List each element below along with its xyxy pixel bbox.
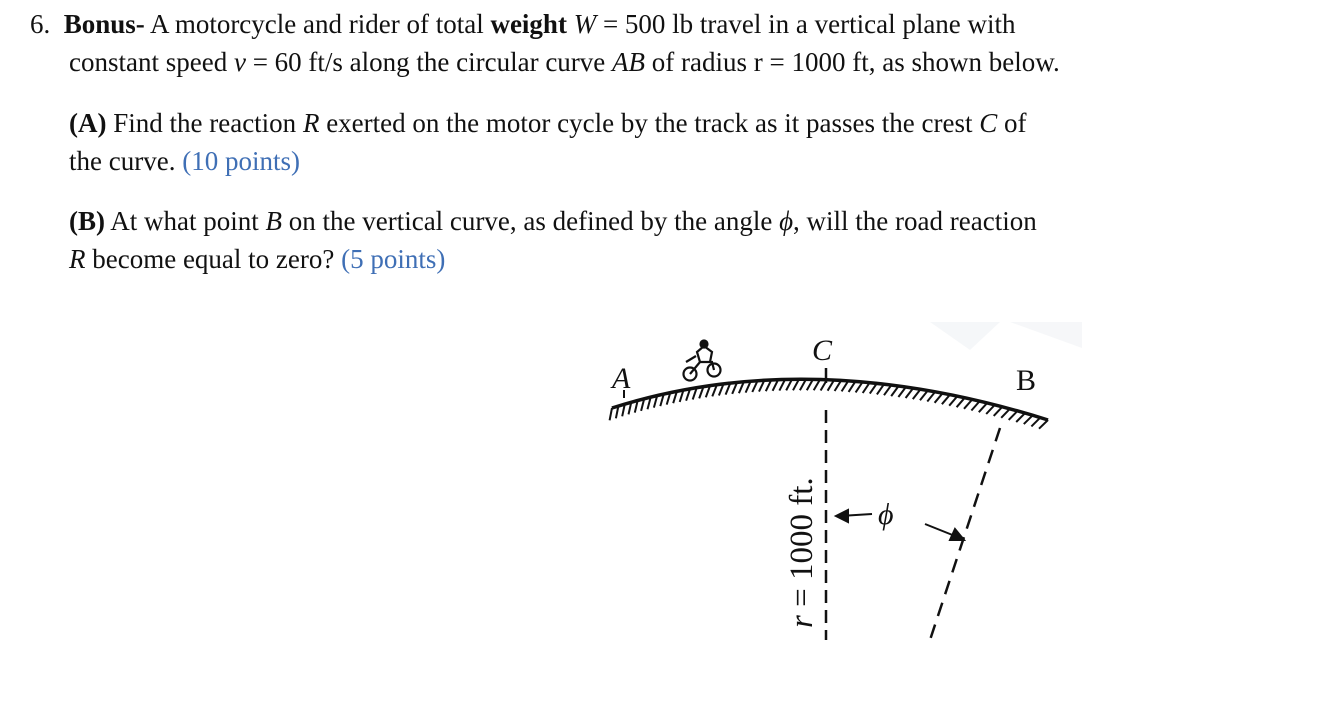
part-b-line-1: (B) At what point B on the vertical curve, as defined by the angle ϕ, will the road reaction: [69, 206, 1037, 236]
problem-text: constant speed: [69, 47, 234, 77]
hatch-mark: [884, 385, 891, 395]
hatch-mark: [986, 405, 995, 414]
hatch-mark: [870, 383, 877, 393]
hatch-mark: [964, 399, 972, 408]
hatch-mark: [994, 407, 1003, 416]
hatch-mark: [835, 380, 842, 391]
hatch-mark: [913, 389, 921, 399]
label-c: C: [812, 334, 833, 367]
bonus-label: Bonus-: [63, 9, 145, 39]
curve-symbol: AB: [612, 47, 646, 77]
speed-symbol: v: [233, 47, 246, 77]
hatch-mark: [877, 384, 884, 394]
hatch-mark: [1039, 420, 1048, 429]
hatch-mark: [927, 392, 935, 402]
problem-text: of radius r = 1000 ft, as shown below.: [645, 47, 1060, 77]
hatch-mark: [957, 398, 965, 408]
motorcycle-icon: [684, 341, 721, 381]
part-a-line-1: (A) Find the reaction R exerted on the motor cycle by the track as it passes the crest C of: [69, 108, 1027, 138]
hatch-mark: [891, 386, 898, 396]
part-b-line-2: R become equal to zero? (5 points): [69, 244, 446, 274]
problem-text: A motorcycle and rider of total: [144, 9, 491, 39]
part-b-points: (5 points): [341, 244, 446, 274]
hatch-mark: [898, 387, 906, 397]
hatch-mark: [1001, 409, 1010, 418]
hatch-mark: [979, 403, 987, 412]
radius-label: r = 1000 ft.: [784, 477, 820, 628]
hatch-mark: [1024, 415, 1033, 424]
phi-symbol: ϕ: [779, 206, 794, 236]
hatch-mark: [610, 408, 612, 420]
hatch-mark: [856, 382, 863, 392]
part-a-label: (A): [69, 108, 107, 138]
weight-word: weight: [490, 9, 567, 39]
hatch-mark: [942, 395, 950, 405]
problem-number: 6.: [30, 9, 51, 39]
hatch-mark: [849, 381, 856, 392]
hatch-mark: [1031, 418, 1040, 427]
hatch-mark: [1016, 413, 1025, 422]
crest-symbol: C: [979, 108, 998, 138]
label-b: B: [1016, 364, 1037, 397]
problem-text: = 60 ft/s along the circular curve: [245, 47, 613, 77]
point-b-symbol: B: [265, 206, 282, 236]
hatch-mark: [842, 381, 849, 392]
part-b-label: (B): [69, 206, 105, 236]
part-a-points: (10 points): [182, 146, 300, 176]
reaction-symbol: R: [69, 244, 86, 274]
hatch-mark: [920, 391, 928, 401]
hatch-mark: [935, 393, 943, 403]
problem-text: = 500 lb travel in a vertical plane with: [596, 9, 1016, 39]
road-hatching: [610, 379, 1048, 429]
phi-label: ϕ: [878, 498, 894, 531]
hatch-mark: [863, 383, 870, 393]
phi-angle-arrows: [836, 510, 964, 540]
label-a: A: [612, 362, 631, 395]
hatch-mark: [1009, 411, 1018, 420]
reaction-symbol: R: [302, 108, 320, 138]
hatch-mark: [906, 388, 914, 398]
faint-watermark-shapes: [930, 322, 1082, 350]
hatch-mark: [949, 396, 957, 406]
weight-symbol: W: [573, 9, 597, 39]
radius-line-inclined: [930, 428, 1000, 640]
hatch-mark: [971, 401, 979, 410]
part-a-line-2: the curve. (10 points): [69, 146, 300, 176]
